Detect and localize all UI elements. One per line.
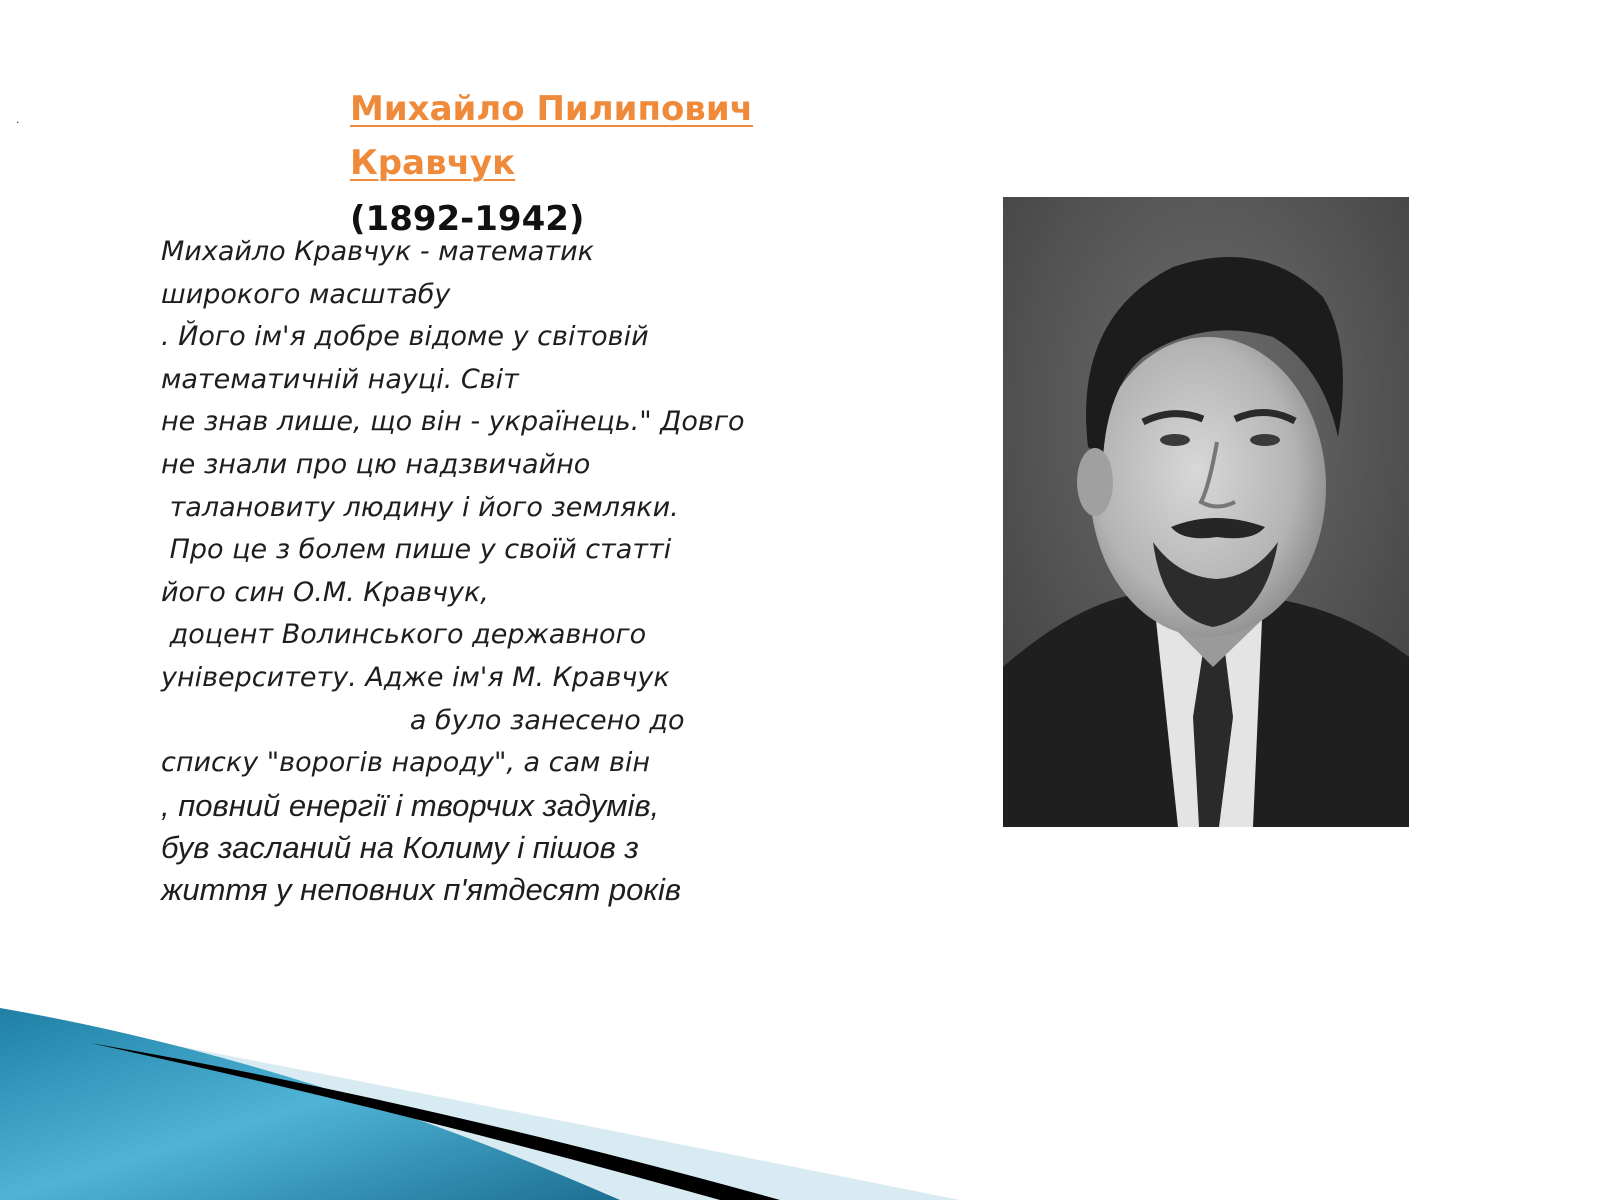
biography-text (161, 231, 811, 911)
bio-line: доцент Волинського державного (161, 619, 647, 651)
portrait-photo (1003, 197, 1409, 827)
bio-line: , повний енергії і творчих задумів, (161, 787, 660, 823)
bio-line: не знали про цю надзвичайно (161, 448, 591, 480)
wave-dark-band (90, 1043, 780, 1200)
bio-line: його син О.М. Кравчук, (161, 576, 489, 608)
title-name-line-1[interactable]: Михайло Пилипович (350, 89, 753, 129)
bio-line: Михайло Кравчук - математик (161, 236, 594, 267)
slide-marker: . (16, 112, 20, 126)
bio-line: був засланий на Колиму і пішов з (161, 829, 639, 865)
bio-line: широкого масштабу (161, 278, 451, 310)
bio-line: університету. Адже ім'я М. Кравчук (161, 661, 670, 693)
portrait-image (1003, 197, 1409, 827)
bio-line: математичній науці. Світ (161, 363, 519, 395)
bio-line: не знав лише, що він - українець." Довго (161, 406, 745, 438)
bio-line: . Його ім'я добре відоме у світовій (161, 321, 649, 353)
bio-line: талановиту людину і його земляки. (161, 491, 679, 523)
title-name-line-2[interactable]: Кравчук (350, 143, 516, 183)
wave-blue-band (0, 1008, 620, 1200)
bio-line: життя у неповних п'ятдесят років (161, 871, 682, 907)
bio-line: Про це з болем пише у своїй статті (161, 534, 672, 566)
wave-light-band (0, 1012, 960, 1200)
title-years: (1892-1942) (350, 199, 585, 239)
title-block (350, 82, 870, 246)
bio-line: списку "ворогів народу", а сам він (161, 747, 651, 779)
bio-line: а було занесено до (161, 704, 685, 736)
